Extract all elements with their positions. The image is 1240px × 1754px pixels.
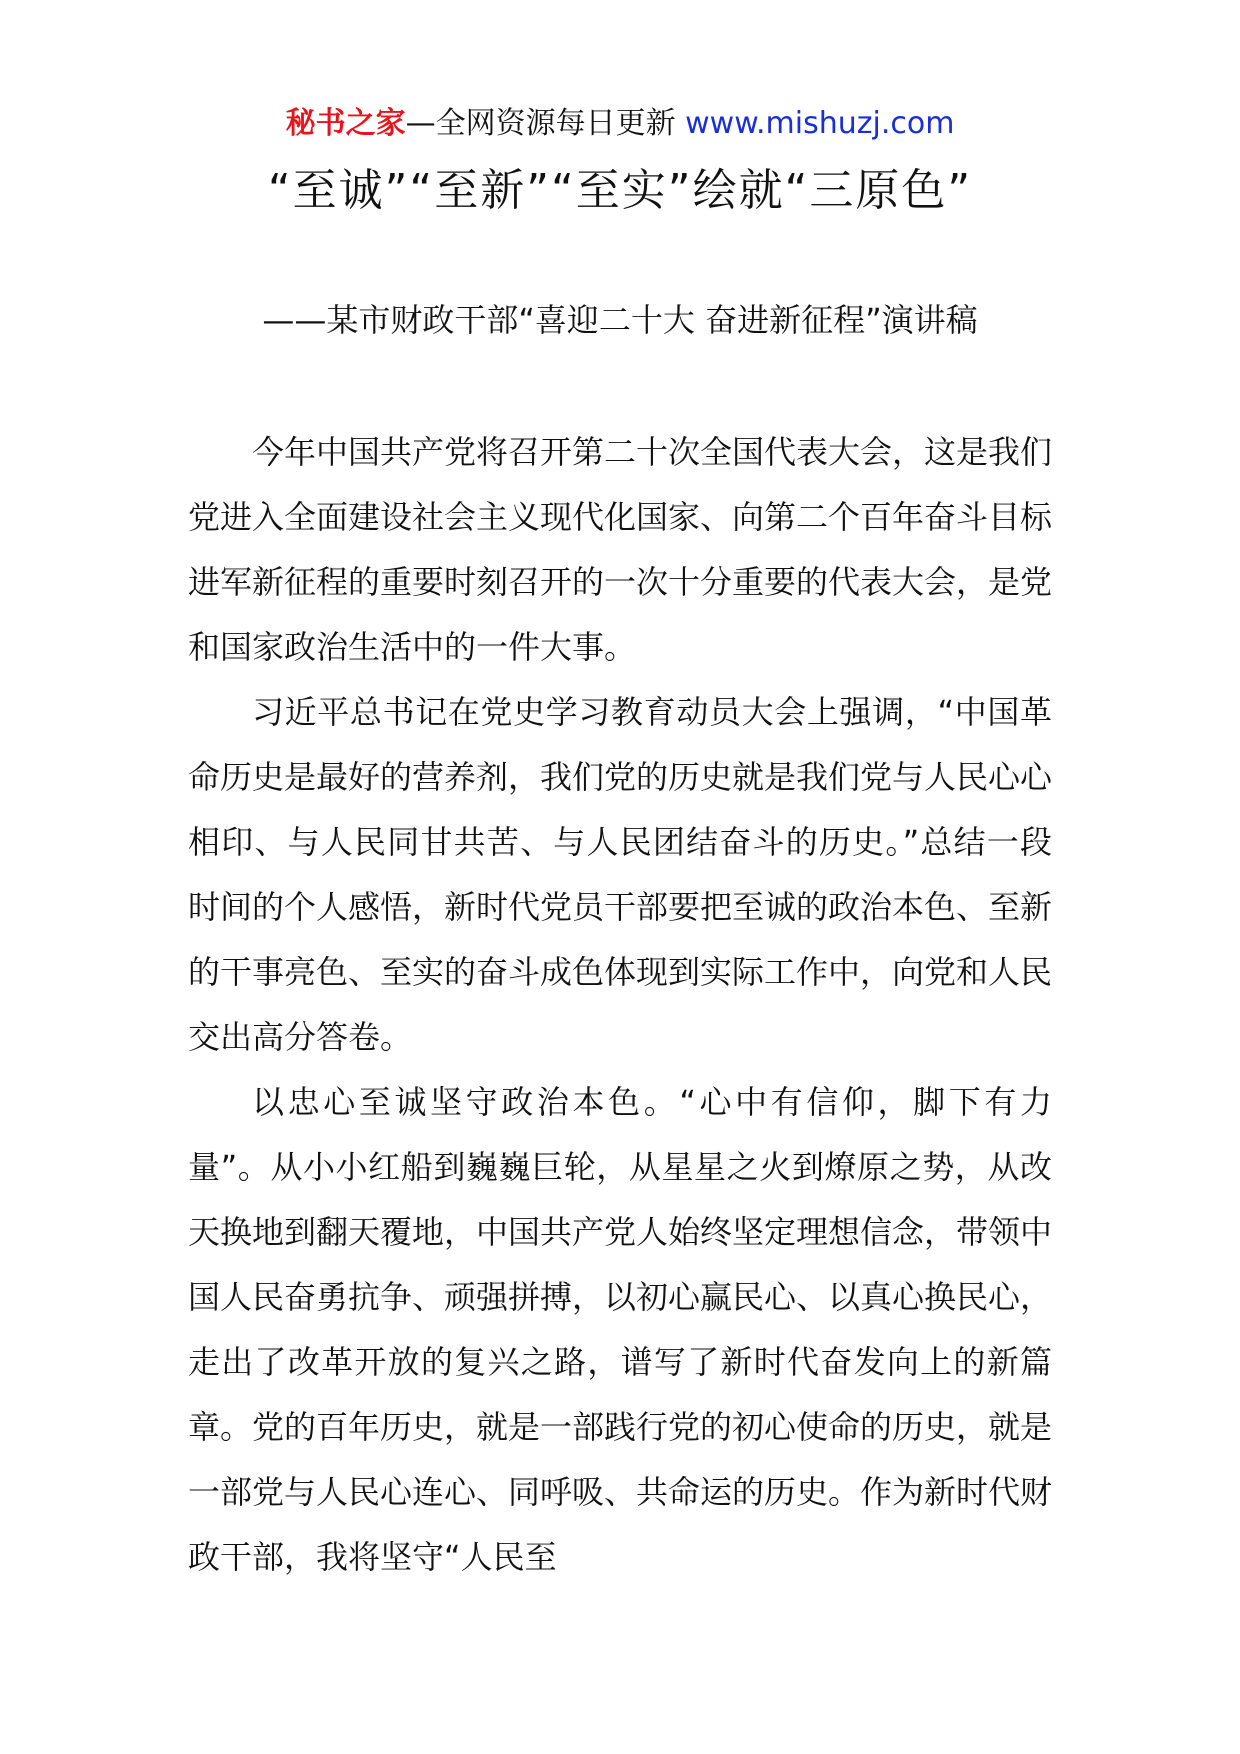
site-url-link[interactable]: www.mishuzj.com [685,106,955,141]
body-paragraph: 习近平总书记在党史学习教育动员大会上强调，“中国革命历史是最好的营养剂，我们党的历史就是我们党与人民心心相印、与人民同甘共苦、与人民团结奋斗的历史。”总结一段时间的个人感悟，新时代党员干部要把至诚的政治本色、至新的干事亮色、至实的奋斗成色体现到实际工作中，向党和人民交出高分答卷。 [188,693,1053,1056]
body-paragraph: 今年中国共产党将召开第二十次全国代表大会，这是我们党进入全面建设社会主义现代化国家、向第二个百年奋斗目标进军新征程的重要时刻召开的一次十分重要的代表大会，是党和国家政治生活中的一件大事。 [188,433,1053,666]
site-banner [0,100,1240,148]
body-paragraph: 以忠心至诚坚守政治本色。“心中有信仰，脚下有力量”。从小小红船到巍巍巨轮，从星星之火到燎原之势，从改天换地到翻天覆地，中国共产党人始终坚定理想信念，带领中国人民奋勇抗争、顽强拼搏，以初心赢民心、以真心换民心，走出了改革开放的复兴之路，谱写了新时代奋发向上的新篇章。党的百年历史，就是一部践行党的初心使命的历史，就是一部党与人民心连心、同呼吸、共命运的历史。作为新时代财政干部，我将坚守“人民至 [188,1083,1053,1576]
banner-tagline: —全网资源每日更新 [405,106,676,141]
brand-name: 秘书之家 [285,106,406,141]
document-subtitle: ——某市财政干部“喜迎二十大 奋进新征程”演讲稿 [262,301,978,339]
document-body [188,420,1052,1590]
document-title: “至诚”“至新”“至实”绘就“三原色” [267,165,973,216]
